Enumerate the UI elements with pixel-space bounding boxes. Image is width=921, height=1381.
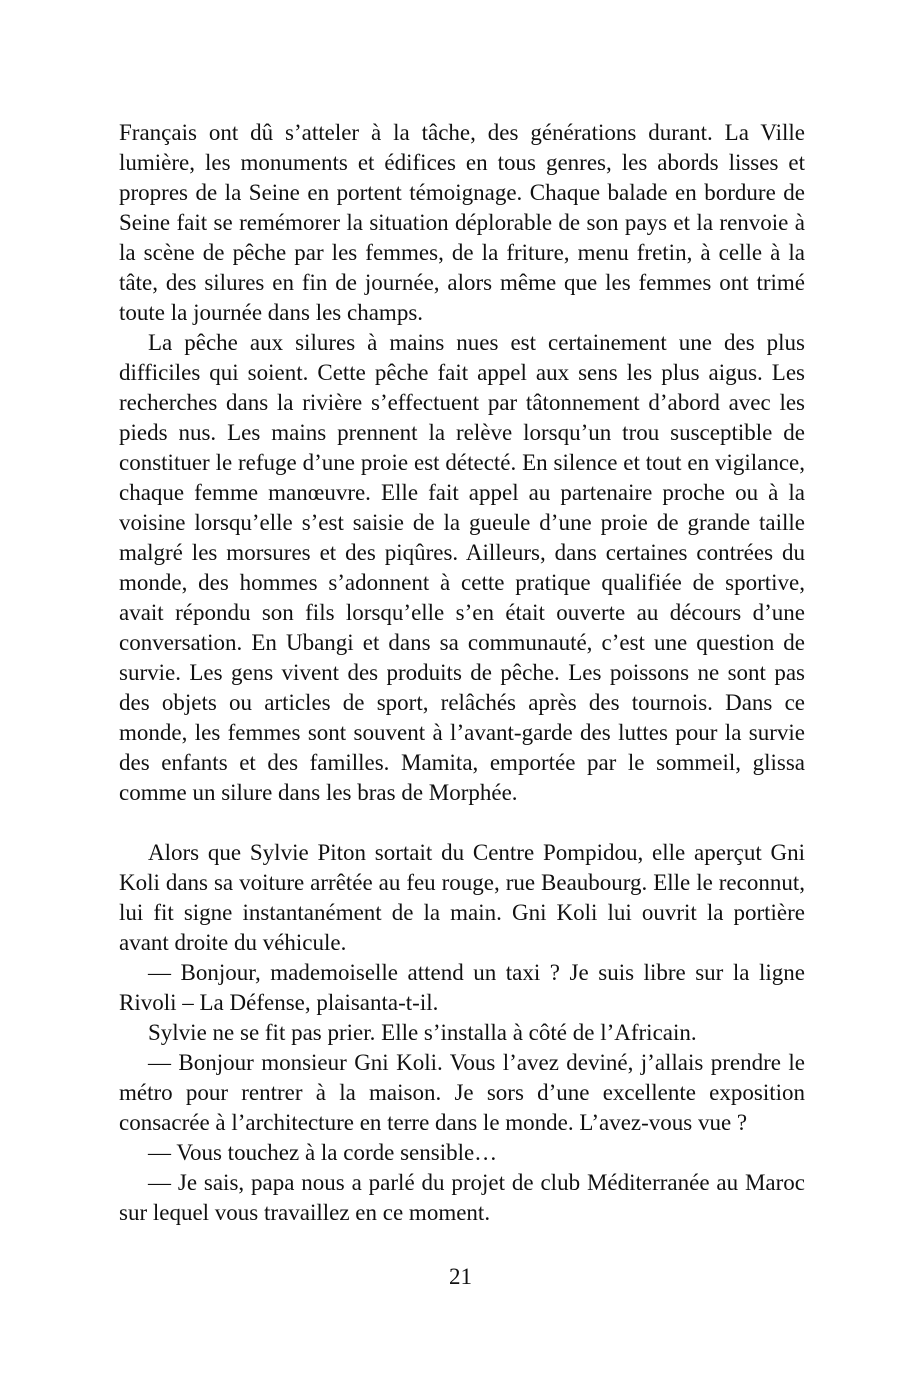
dialogue-line-2: — Bonjour monsieur Gni Koli. Vous l’avez deviné, j’allais prendre le métro pour rentrer à la maison. Je sors d’une excellente exposition consacrée à l’architecture en terre dans le monde. L’avez-vous vue ?: [119, 1050, 805, 1135]
dialogue-line-3: — Vous touchez à la corde sensible…: [148, 1140, 498, 1165]
paragraph-3: Alors que Sylvie Piton sortait du Centre Pompidou, elle aperçut Gni Koli dans sa voiture arrêtée au feu rouge, rue Beaubourg. Elle le reconnut, lui fit signe instantanément de la main. Gni Koli lui ouvrit la portière avant droite du véhicule.: [119, 840, 805, 955]
page-number: 21: [449, 1264, 472, 1289]
paragraph-4: Sylvie ne se fit pas prier. Elle s’installa à côté de l’Africain.: [148, 1020, 697, 1045]
paragraph-1: Français ont dû s’atteler à la tâche, des générations durant. La Ville lumière, les monuments et édifices en tous genres, les abords lisses et propres de la Seine en portent témoignage. Chaque balade en bordure de Seine fait se remémorer la situation déplorable de son pays et la renvoie à la scène de pêche par les femmes, de la friture, menu fretin, à celle à la tâte, des silures en fin de journée, alors même que les femmes ont trimé toute la journée dans les champs.: [119, 120, 805, 325]
dialogue-line-1: — Bonjour, mademoiselle attend un taxi ? Je suis libre sur la ligne Rivoli – La Défense, plaisanta-t-il.: [119, 960, 805, 1015]
paragraph-2: La pêche aux silures à mains nues est certainement une des plus difficiles qui soient. Cette pêche fait appel aux sens les plus aigus. Les recherches dans la rivière s’effectuent par tâtonnement d’abord avec les pieds nus. Les mains prennent la relève lorsqu’un trou susceptible de constituer le refuge d’une proie est détecté. En silence et tout en vigilance, chaque femme manœuvre. Elle fait appel au partenaire proche ou à la voisine lorsqu’elle s’est saisie de la gueule d’une proie de grande taille malgré les morsures et des piqûres. Ailleurs, dans certaines contrées du monde, des hommes s’adonnent à cette pratique qualifiée de sportive, avait répondu son fils lorsqu’elle s’en était ouverte au décours d’une conversation. En Ubangi et dans sa communauté, c’est une question de survie. Les gens vivent des produits de pêche. Les poissons ne sont pas des objets ou articles de sport, relâchés après des tournois. Dans ce monde, les femmes sont souvent à l’avant-garde des luttes pour la survie des enfants et des familles. Mamita, emportée par le sommeil, glissa comme un silure dans les bras de Morphée.: [119, 330, 805, 805]
page-body: [119, 118, 805, 1228]
dialogue-line-4: — Je sais, papa nous a parlé du projet de club Méditerranée au Maroc sur lequel vous travaillez en ce moment.: [119, 1170, 805, 1225]
section-break: [119, 808, 805, 838]
